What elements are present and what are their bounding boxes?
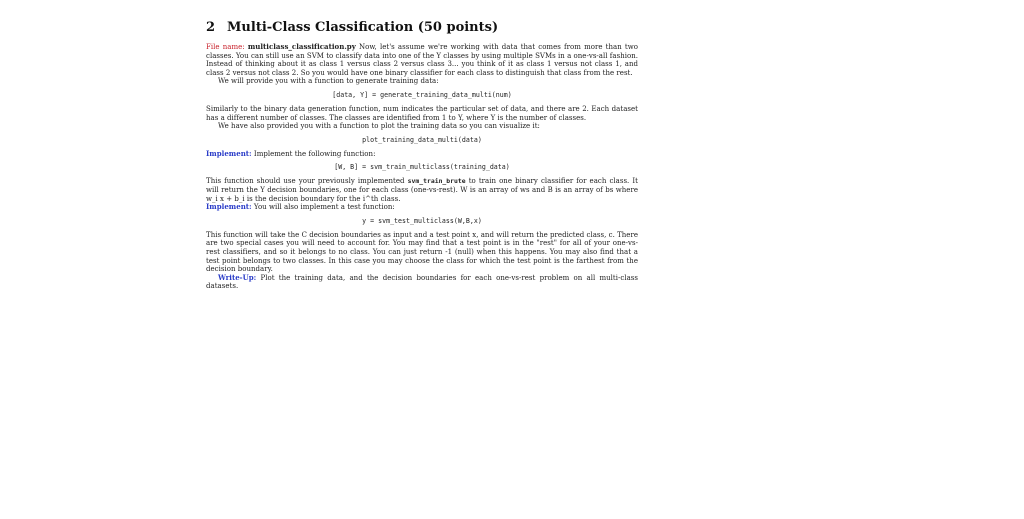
writeup-label: Write-Up: bbox=[218, 272, 257, 282]
writeup-text: Plot the training data, and the decision boundaries for each one-vs-rest problem on all multi-class datasets. bbox=[206, 273, 639, 291]
train-text-after: to train one binary classifier for each class. It will return the Y decision boundaries, one for each class (one-vs-rest). W is an array of ws and B is an array of bs where w_i x + b_i is the decision boundary for the i^th class. bbox=[206, 177, 638, 203]
document-page bbox=[206, 20, 638, 291]
file-name-paragraph bbox=[206, 43, 638, 77]
file-name-value: multiclass_classification.py bbox=[247, 42, 356, 51]
implement-text-2: You will also implement a test function: bbox=[253, 203, 395, 212]
train-text-before: This function should use your previously implemented bbox=[206, 177, 405, 186]
file-name-label: File name: bbox=[206, 43, 245, 51]
section-heading bbox=[206, 20, 638, 35]
train-text-code: svm_train_brute bbox=[407, 177, 466, 186]
plot-paragraph: We have also provided you with a function to plot the training data so you can visualize it: bbox=[218, 122, 540, 131]
implement-label-1: Implement: bbox=[206, 148, 252, 158]
intro-text: Now, let's assume we're working with data that comes from more than two classes. You can still use an SVM to classify data into one of the Y classes by using multiple SVMs in a one-vs-all fashion. Instead of thinking about it as class 1 versus class 2 versus class 3... you think of it as class 1 versus not class 1, and class 2 versus not class 2. So you would have one binary classifier for each class to distinguish that class from the rest. bbox=[206, 43, 638, 77]
code-plot: plot_training_data_multi(data) bbox=[362, 135, 482, 144]
similarly-paragraph: Similarly to the binary data generation function, num indicates the particular set of data, and there are 2. Each dataset has a different number of classes. The classes are identified from 1 to Y, where Y is the number of classes. bbox=[206, 104, 638, 122]
code-test: y = svm_test_multiclass(W,B,x) bbox=[362, 216, 482, 225]
implement-paragraph-2 bbox=[206, 203, 638, 212]
section-number: 2 bbox=[206, 20, 216, 35]
implement-label-2: Implement: bbox=[206, 202, 252, 212]
code-train: [W, B] = svm_train_multiclass(training_data) bbox=[334, 163, 510, 172]
train-paragraph bbox=[206, 177, 638, 203]
writeup-paragraph bbox=[206, 274, 638, 291]
implement-paragraph-1 bbox=[206, 150, 638, 159]
test-paragraph: This function will take the C decision boundaries as input and a test point x, and will return the predicted class, c. There are two special cases you will need to account for. You may find that a test point is in the "rest" for all of your one-vs-rest classifiers, and so it belongs to no class. You can just return -1 (null) when this happens. You may also find that a test point belongs to two classes. In this case you may choose the class for which the test point is the farthest from the decision boundary. bbox=[206, 230, 638, 274]
section-title: Multi-Class Classification (50 points) bbox=[227, 20, 499, 35]
code-generate: [data, Y] = generate_training_data_multi(num) bbox=[332, 90, 512, 99]
provide-paragraph: We will provide you with a function to generate training data: bbox=[218, 77, 439, 86]
implement-text-1: Implement the following function: bbox=[253, 149, 376, 158]
